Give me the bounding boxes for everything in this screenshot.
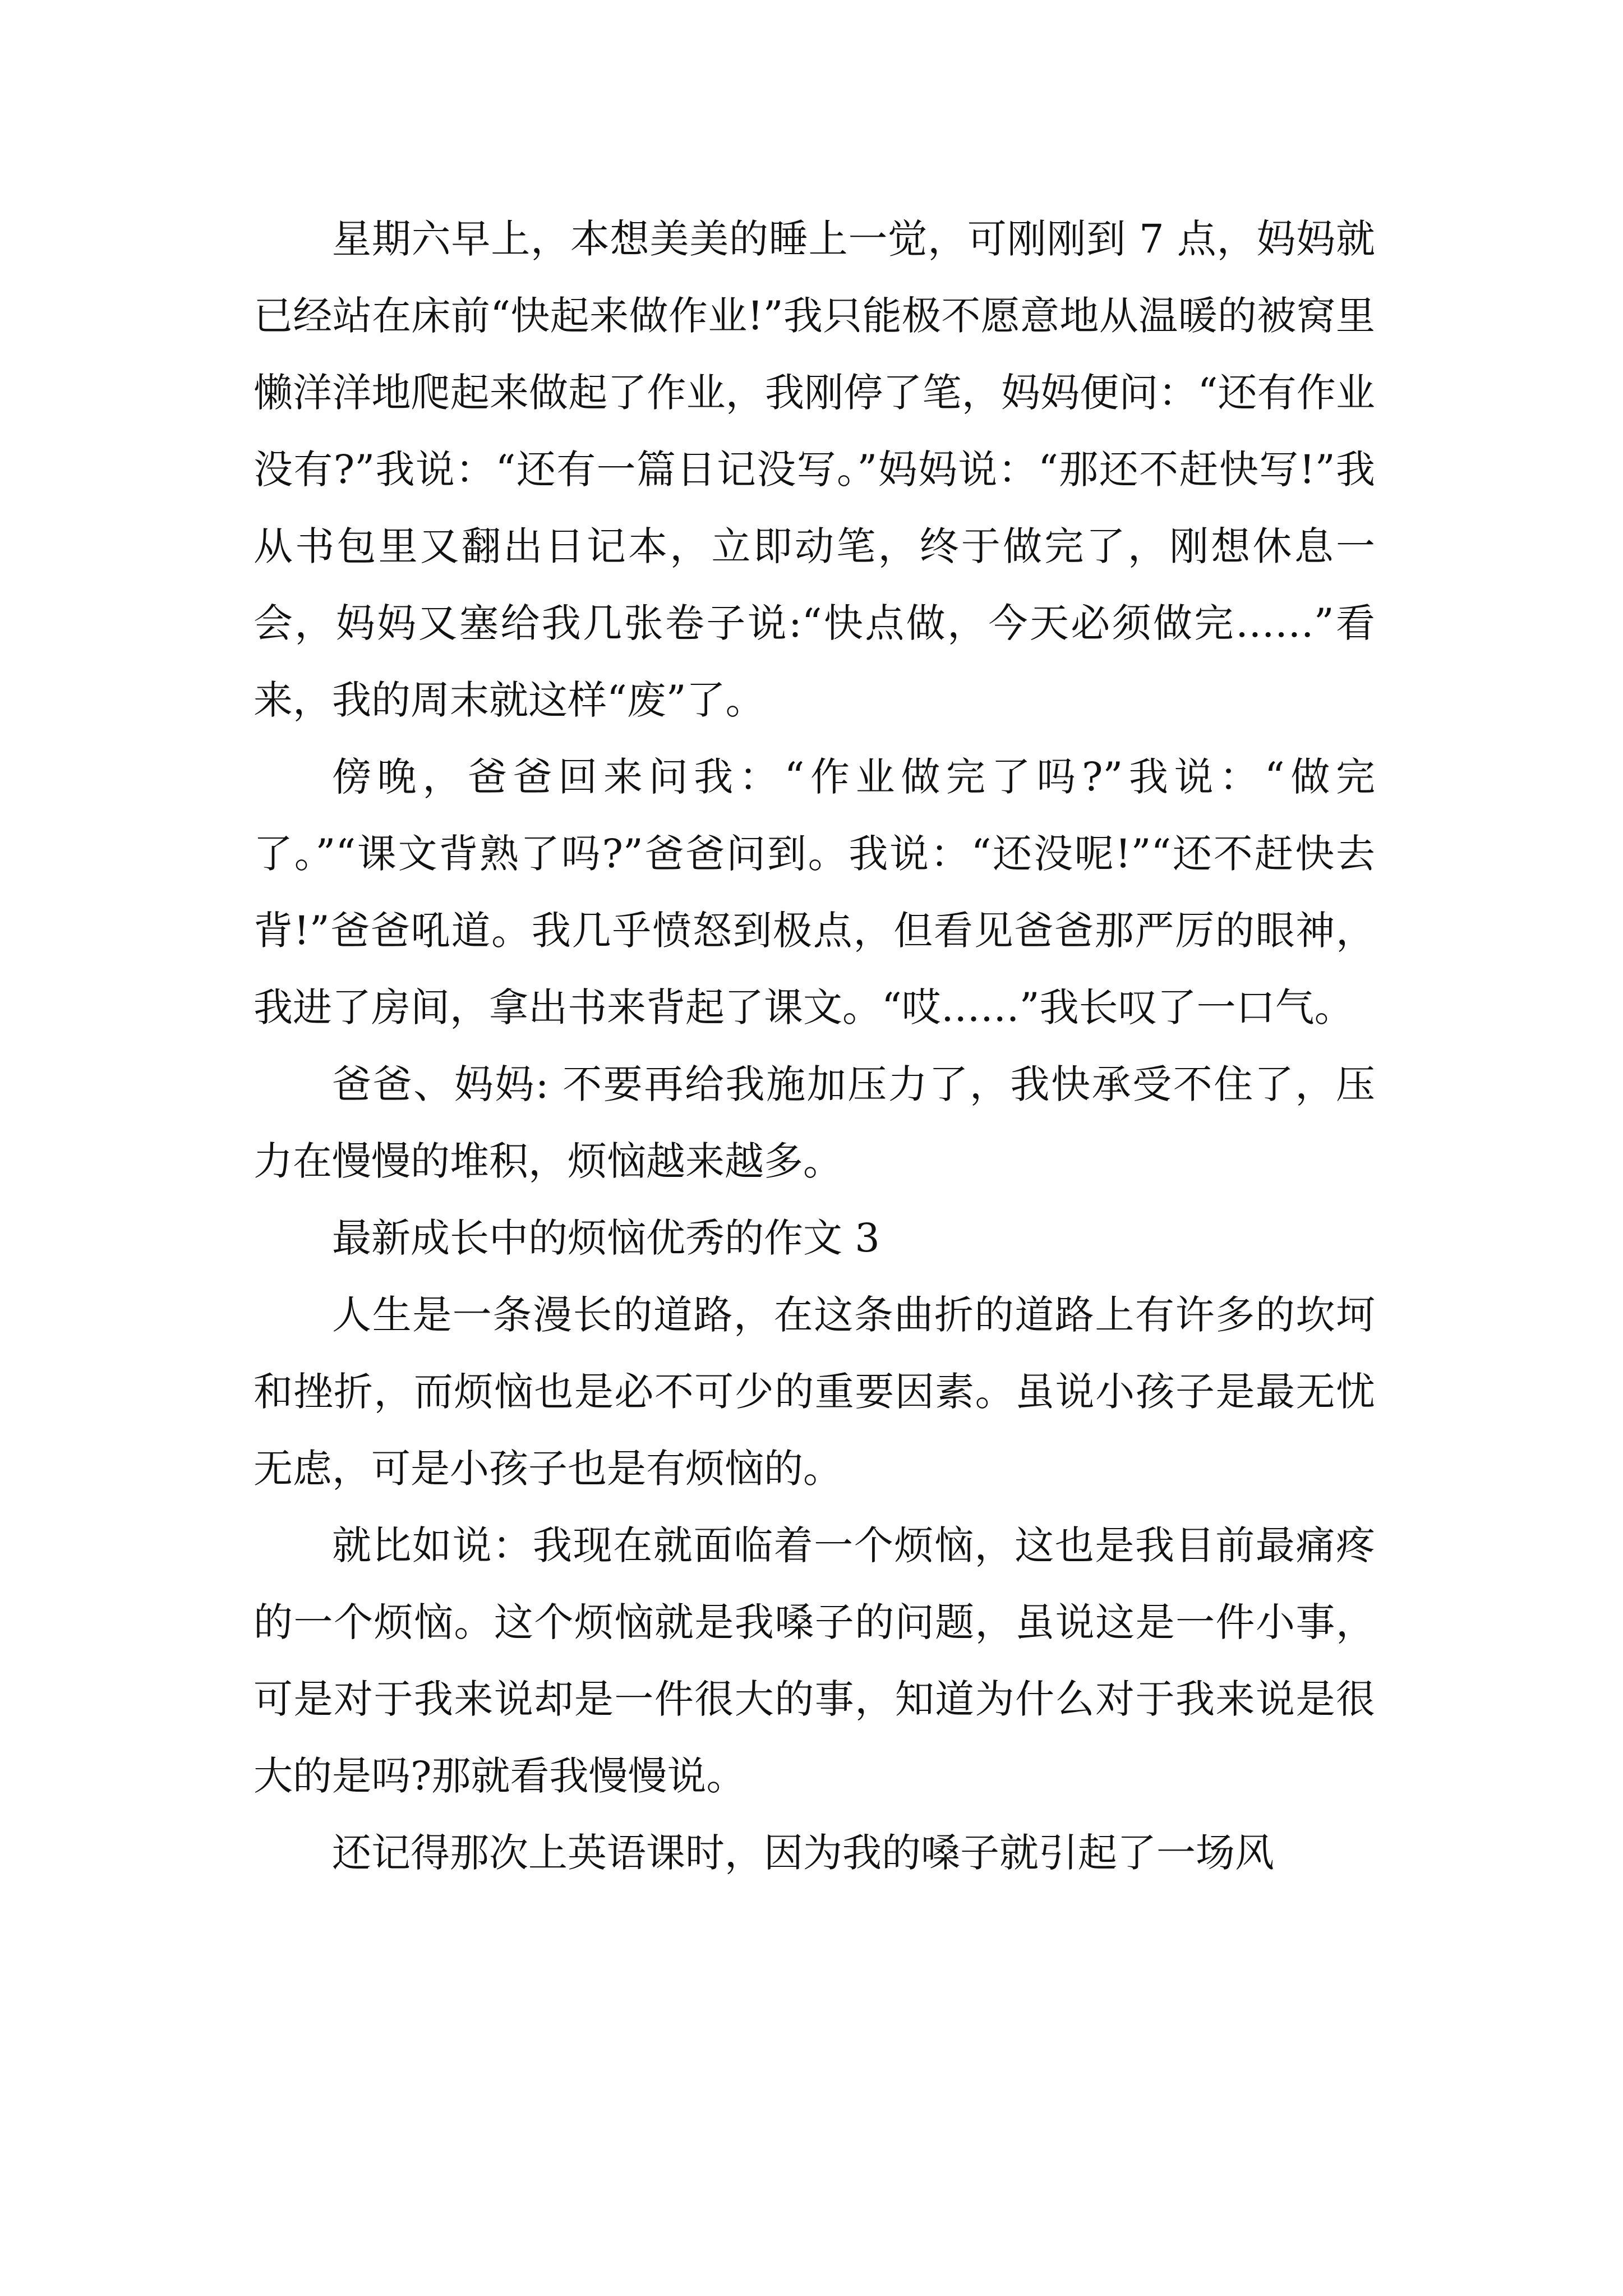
document-body bbox=[253, 201, 1375, 1892]
section-title: 最新成长中的烦恼优秀的作文 3 bbox=[332, 1215, 880, 1261]
paragraph-english-class: 还记得那次上英语课时，因为我的嗓子就引起了一场风 bbox=[332, 1830, 1274, 1876]
paragraph-evening: 傍晚，爸爸回来问我：“作业做完了吗?”我说：“做完了。”“课文背熟了吗?”爸爸问到。我说：“还没呢!”“还不赶快去背!”爸爸吼道。我几乎愤怒到极点，但看见爸爸那严厉的眼神，我进了房间，拿出书来背起了课文。“哎……”我长叹了一口气。 bbox=[253, 754, 1375, 1030]
paragraph-saturday: 星期六早上，本想美美的睡上一觉，可刚刚到 7 点，妈妈就已经站在床前“快起来做作业!”我只能极不愿意地从温暖的被窝里懒洋洋地爬起来做起了作业，我刚停了笔，妈妈便问：“还有作业没有?”我说：“还有一篇日记没写。”妈妈说：“那还不赶快写!”我从书包里又翻出日记本，立即动笔，终于做完了，刚想休息一会，妈妈又塞给我几张卷子说:“快点做，今天必须做完……”看来，我的周末就这样“废”了。 bbox=[253, 216, 1375, 723]
paragraph-life-road: 人生是一条漫长的道路，在这条曲折的道路上有许多的坎坷和挫折，而烦恼也是必不可少的重要因素。虽说小孩子是最无忧无虑，可是小孩子也是有烦恼的。 bbox=[253, 1292, 1375, 1492]
paragraph-throat-problem: 就比如说：我现在就面临着一个烦恼，这也是我目前最痛疼的一个烦恼。这个烦恼就是我嗓子的问题，虽说这是一件小事，可是对于我来说却是一件很大的事，知道为什么对于我来说是很大的是吗?那就看我慢慢说。 bbox=[253, 1522, 1375, 1799]
paragraph-pressure: 爸爸、妈妈: 不要再给我施加压力了，我快承受不住了，压力在慢慢的堆积，烦恼越来越多。 bbox=[253, 1061, 1375, 1184]
